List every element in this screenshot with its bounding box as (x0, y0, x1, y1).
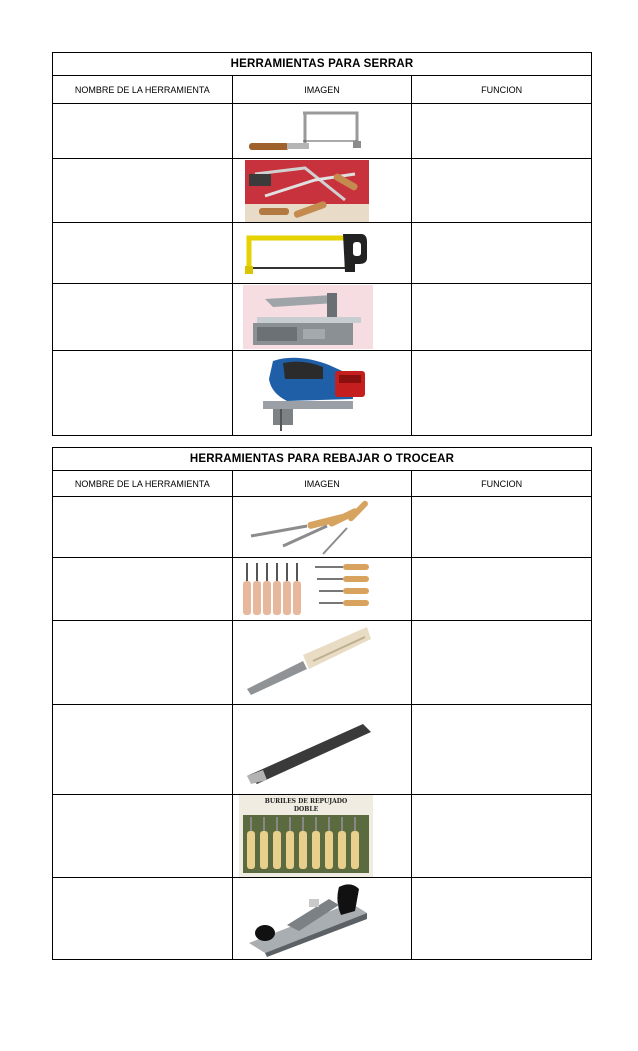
tool-function-cell[interactable] (412, 159, 592, 223)
tool-name-cell[interactable] (53, 159, 233, 223)
table-row (53, 878, 592, 960)
tool-function-cell[interactable] (412, 223, 592, 284)
tool-function-cell[interactable] (412, 558, 592, 621)
tool-function-cell[interactable] (412, 795, 592, 878)
sawing-tools-table (52, 52, 592, 436)
table-row (53, 104, 592, 159)
scroll-saw-machine-icon (243, 285, 373, 349)
tool-name-cell[interactable] (53, 878, 233, 960)
tool-name-cell[interactable] (53, 104, 233, 159)
table-row (53, 795, 592, 878)
table-title: HERRAMIENTAS PARA REBAJAR O TROCEAR (53, 448, 592, 471)
tool-function-cell[interactable] (412, 621, 592, 705)
tool-function-cell[interactable] (412, 497, 592, 558)
tool-image-cell (232, 497, 412, 558)
table-title: HERRAMIENTAS PARA SERRAR (53, 53, 592, 76)
tool-name-cell[interactable] (53, 705, 233, 795)
table-row (53, 159, 592, 223)
jigsaw-power-tool-icon (243, 353, 371, 433)
svg-text:BURILES DE REPUJADO: BURILES DE REPUJADO (264, 798, 347, 805)
tool-image-cell (232, 284, 412, 351)
tool-image-cell (232, 351, 412, 436)
chisels-set-icon (243, 500, 373, 556)
tool-function-cell[interactable] (412, 705, 592, 795)
tool-image-cell (232, 104, 412, 159)
svg-text:DOBLE: DOBLE (293, 806, 318, 813)
tool-image-cell (232, 878, 412, 960)
tool-name-cell[interactable] (53, 621, 233, 705)
column-header-image: IMAGEN (232, 471, 412, 497)
coping-saw-icon (245, 107, 365, 155)
tool-image-cell (232, 795, 412, 878)
table-row (53, 284, 592, 351)
column-header-function: FUNCION (412, 76, 592, 104)
tool-name-cell[interactable] (53, 497, 233, 558)
tool-function-cell[interactable] (412, 284, 592, 351)
tool-name-cell[interactable] (53, 558, 233, 621)
table-row (53, 558, 592, 621)
tool-image-cell (232, 558, 412, 621)
tool-image-cell (232, 223, 412, 284)
hacksaw-icon (243, 228, 371, 280)
table-row (53, 705, 592, 795)
cold-chisel-icon (243, 710, 373, 790)
tool-image-cell (232, 621, 412, 705)
cutting-tools-table (52, 447, 592, 960)
tool-name-cell[interactable] (53, 223, 233, 284)
hand-plane-icon (243, 881, 373, 957)
tool-function-cell[interactable] (412, 104, 592, 159)
tool-function-cell[interactable] (412, 351, 592, 436)
tool-name-cell[interactable] (53, 284, 233, 351)
repousse-chisels-icon (239, 795, 373, 877)
wood-chisel-icon (243, 625, 373, 701)
tool-name-cell[interactable] (53, 351, 233, 436)
coping-saws-set-icon (245, 160, 369, 222)
column-header-function: FUNCION (412, 471, 592, 497)
table-row (53, 621, 592, 705)
table-row (53, 223, 592, 284)
column-header-name: NOMBRE DE LA HERRAMIENTA (53, 471, 233, 497)
tool-image-cell (232, 159, 412, 223)
table-row (53, 351, 592, 436)
tool-name-cell[interactable] (53, 795, 233, 878)
tool-image-cell (232, 705, 412, 795)
tool-function-cell[interactable] (412, 878, 592, 960)
carving-gouges-icon (239, 559, 373, 619)
column-header-image: IMAGEN (232, 76, 412, 104)
column-header-name: NOMBRE DE LA HERRAMIENTA (53, 76, 233, 104)
table-row (53, 497, 592, 558)
